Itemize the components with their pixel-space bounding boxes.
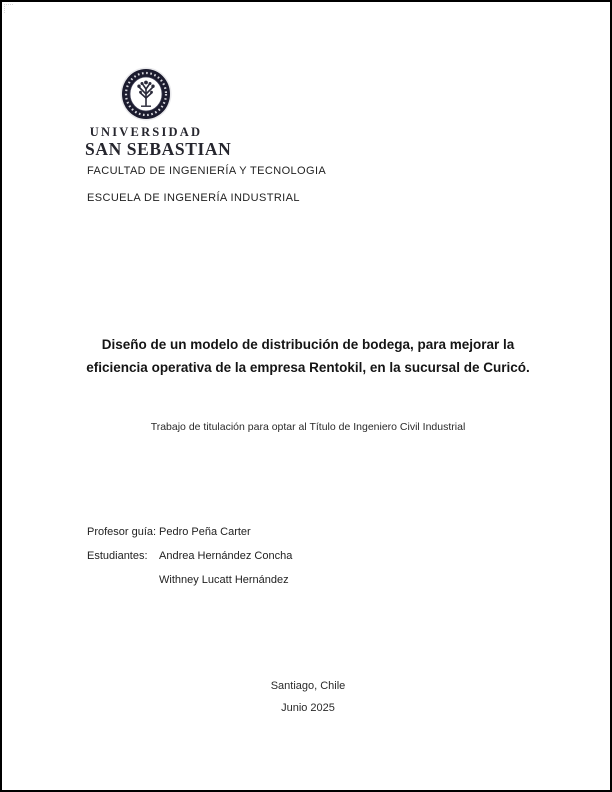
scan-registration-mark: [4, 4, 13, 13]
footer-location: Santiago, Chile: [270, 680, 346, 692]
student-name: Andrea Hernández Concha: [159, 550, 293, 562]
document-subtitle: Trabajo de titulación para optar al Título de Ingeniero Civil Industrial: [150, 421, 466, 433]
students-label: Estudiantes:: [87, 550, 148, 562]
faculty-name: FACULTAD DE INGENIERÍA Y TECNOLOGIA: [87, 165, 327, 177]
university-seal-icon: [120, 67, 172, 121]
document-title: Diseño de un modelo de distribución de bodega, para mejorar la eficiencia operativa de la empresa Rentokil, en la sucursal de Curicó.: [86, 337, 530, 375]
advisor-label: Profesor guía:: [87, 526, 157, 538]
students-row: [87, 550, 292, 563]
school-name: ESCUELA DE INGENERÍA INDUSTRIAL: [87, 192, 300, 204]
university-name-line1: UNIVERSIDAD: [89, 125, 203, 139]
university-logo: [85, 67, 232, 160]
students-label-spacer: [87, 574, 159, 587]
student-name: Withney Lucatt Hernández: [159, 574, 289, 586]
advisor-name: Pedro Peña Carter: [159, 526, 251, 538]
university-name-line2: SAN SEBASTIAN: [85, 139, 232, 159]
advisor-row: [87, 526, 292, 539]
credits-block: [87, 526, 292, 598]
students-row: [87, 574, 292, 587]
footer-date: Junio 2025: [281, 702, 335, 714]
